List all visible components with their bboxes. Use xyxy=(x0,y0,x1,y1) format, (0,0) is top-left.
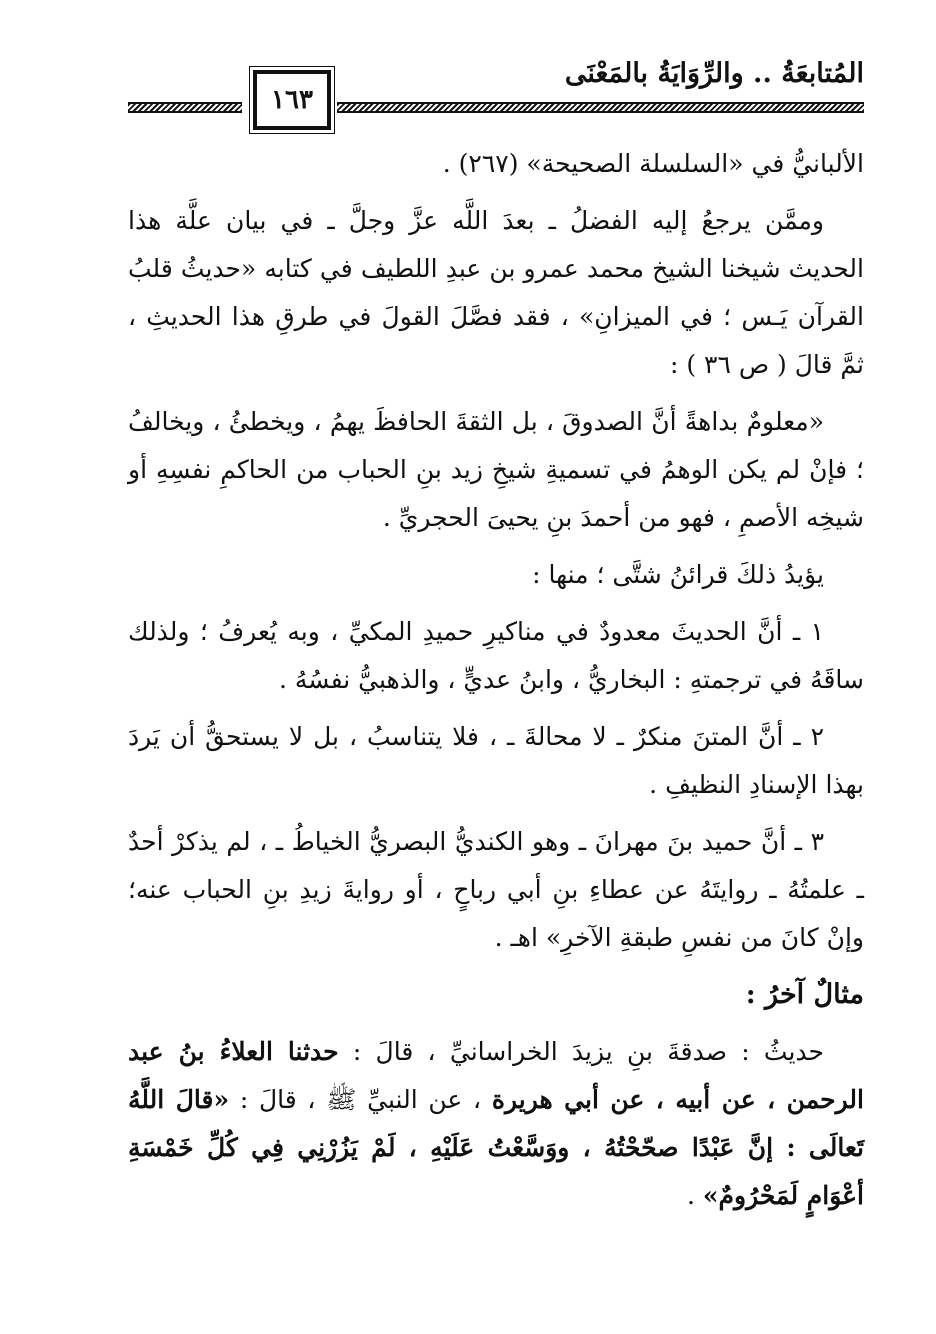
point-1: ١ ـ أنَّ الحديثَ معدودٌ في مناكيرِ حميدِ المكيِّ ، وبه يُعرفُ ؛ ولذلك ساقَهُ في ترجمتهِ : البخاريُّ ، وابنُ عديٍّ ، والذهبيُّ نفسُهُ . xyxy=(128,617,864,694)
paragraph-quote: «معلومٌ بداهةً أنَّ الصدوقَ ، بل الثقةَ الحافظَ يهمُ ، ويخطئُ ، ويخالفُ ؛ فإنْ لم يكن الوهمُ في تسميةِ شيخِ زيد بنِ الحباب من الحاكمِ نفسِهِ أو شيخِه الأصمِ ، فهو من أحمدَ بنِ يحيىَ الحجريِّ . xyxy=(128,407,864,532)
body-text xyxy=(128,140,864,1229)
paragraph-2: وممَّن يرجعُ إليه الفضلُ ـ بعدَ اللَّه عزَّ وجلَّ ـ في بيان علَّة هذا الحديث شيخنا الشيخ محمد عمرو بن عبدِ اللطيف في كتابه «حديثُ قلبُ القرآن يَـس ؛ في الميزانِ» ، فقد فصَّلَ القولَ في طرقِ هذا الحديثِ ، ثمَّ قالَ ( ص ٣٦ ) : xyxy=(128,206,864,379)
hadith-end: . xyxy=(687,1181,703,1210)
hadith-text: «قالَ اللَّهُ تَعالَى : إنَّ عَبْدًا صحّحْتُهُ ، ووَسَّعْتُ عَلَيْهِ ، لَمْ يَزُرْنِي فِي كُلِّ خَمْسَةِ أعْوَامٍ لَمَحْرُومٌ» xyxy=(128,1085,864,1210)
page-header xyxy=(128,50,864,130)
page-number: ١٦٣ xyxy=(253,70,331,130)
hadith-chain: حدثنا العلاءُ بنُ عبد الرحمن ، عن أبيه ، عن أبي هريرة xyxy=(128,1037,864,1114)
header-rule-right xyxy=(337,102,864,113)
hadith-intro: حديثُ : صدقةَ بنِ يزيدَ الخراسانيِّ ، قالَ : xyxy=(338,1037,824,1066)
hadith-paragraph xyxy=(128,1028,864,1220)
section-heading: مثالٌ آخرُ : xyxy=(745,979,864,1010)
paragraph-evidence-intro: يؤيدُ ذلكَ قرائنُ شتَّى ؛ منها : xyxy=(532,560,824,589)
running-title: المُتابعَةُ .. والرِّوَايَةُ بالمَعْنَى xyxy=(564,58,864,89)
point-3: ٣ ـ أنَّ حميد بنَ مهرانَ ـ وهو الكنديُّ البصريُّ الخياطُ ـ ، لم يذكرْ أحدٌ ـ علمتُهُ ـ روايتَهُ عن عطاءِ بنِ أبي رباحٍ ، أو روايةَ زيدِ بنِ الحباب عنه؛ وإنْ كانَ من نفسِ طبقةِ الآخرِ» اهـ . xyxy=(128,827,864,952)
scan-speck xyxy=(18,1230,58,1270)
point-2: ٢ ـ أنَّ المتنَ منكرٌ ـ لا محالةَ ـ ، فلا يتناسبُ ، بل لا يستحقُّ أن يَردَ بهذا الإسنادِ النظيفِ . xyxy=(128,722,864,799)
header-rule-left xyxy=(128,102,242,113)
hadith-attribution: ، عن النبيِّ ﷺ ، قالَ : xyxy=(229,1085,492,1114)
paragraph-1: الألبانيُّ في «السلسلة الصحيحة» (٢٦٧) . xyxy=(442,149,864,178)
